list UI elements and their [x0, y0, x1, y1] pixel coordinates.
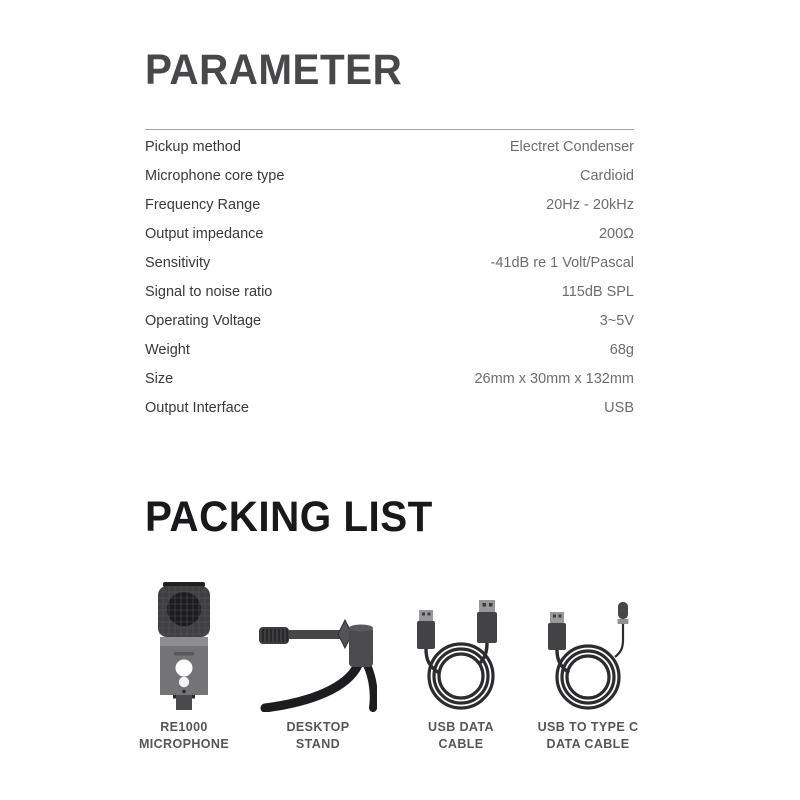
spec-value: 68g — [609, 341, 634, 358]
spec-label: Pickup method — [145, 138, 241, 155]
spec-value: 200Ω — [598, 225, 634, 242]
spec-table — [145, 132, 634, 422]
table-row — [145, 335, 634, 364]
packing-item-microphone — [109, 579, 259, 753]
spec-value: 3~5V — [599, 312, 634, 329]
table-row — [145, 248, 634, 277]
table-row — [145, 306, 634, 335]
spec-value: 115dB SPL — [561, 283, 634, 300]
parameter-title: PARAMETER — [145, 46, 403, 94]
spec-value: Electret Condenser — [509, 138, 634, 155]
section-divider — [145, 129, 634, 130]
item-label-line1: DESKTOP — [286, 720, 350, 734]
microphone-icon — [147, 582, 221, 712]
item-label-line2: DATA CABLE — [546, 737, 630, 751]
spec-value: 20Hz - 20kHz — [546, 196, 634, 213]
spec-value: USB — [604, 399, 634, 416]
spec-label: Operating Voltage — [145, 312, 262, 329]
item-label — [243, 719, 393, 753]
table-row — [145, 393, 634, 422]
table-row — [145, 364, 634, 393]
table-row — [145, 277, 634, 306]
item-label-line2: MICROPHONE — [138, 737, 230, 751]
table-row — [145, 190, 634, 219]
item-label — [513, 719, 663, 753]
desktop-stand-icon — [259, 618, 377, 712]
usb-type-c-cable-image — [513, 579, 663, 712]
spec-value: 26mm x 30mm x 132mm — [474, 370, 634, 387]
spec-label: Microphone core type — [145, 167, 285, 184]
spec-label: Frequency Range — [145, 196, 261, 213]
item-label-line2: CABLE — [438, 737, 484, 751]
spec-label: Sensitivity — [145, 254, 211, 271]
item-label-line1: USB DATA — [428, 720, 494, 734]
table-row — [145, 132, 634, 161]
desktop-stand-image — [243, 579, 393, 712]
microphone-image — [109, 579, 259, 712]
spec-value: Cardioid — [580, 167, 634, 184]
item-label-line1: USB TO TYPE C — [537, 720, 639, 734]
packing-item-desktop-stand — [243, 579, 393, 753]
spec-label: Output impedance — [145, 225, 264, 242]
spec-label: Size — [145, 370, 174, 387]
table-row — [145, 161, 634, 190]
spec-label: Signal to noise ratio — [145, 283, 273, 300]
table-row — [145, 219, 634, 248]
spec-value: -41dB re 1 Volt/Pascal — [490, 254, 634, 271]
spec-label: Output Interface — [145, 399, 249, 416]
item-label — [109, 719, 259, 753]
usb-type-c-cable-icon — [542, 598, 634, 712]
usb-data-cable-icon — [413, 600, 509, 712]
spec-label: Weight — [145, 341, 190, 358]
packing-list-title: PACKING LIST — [145, 493, 433, 541]
packing-item-usb-type-c-cable — [513, 579, 663, 753]
item-label-line1: RE1000 — [160, 720, 208, 734]
item-label-line2: STAND — [295, 737, 341, 751]
